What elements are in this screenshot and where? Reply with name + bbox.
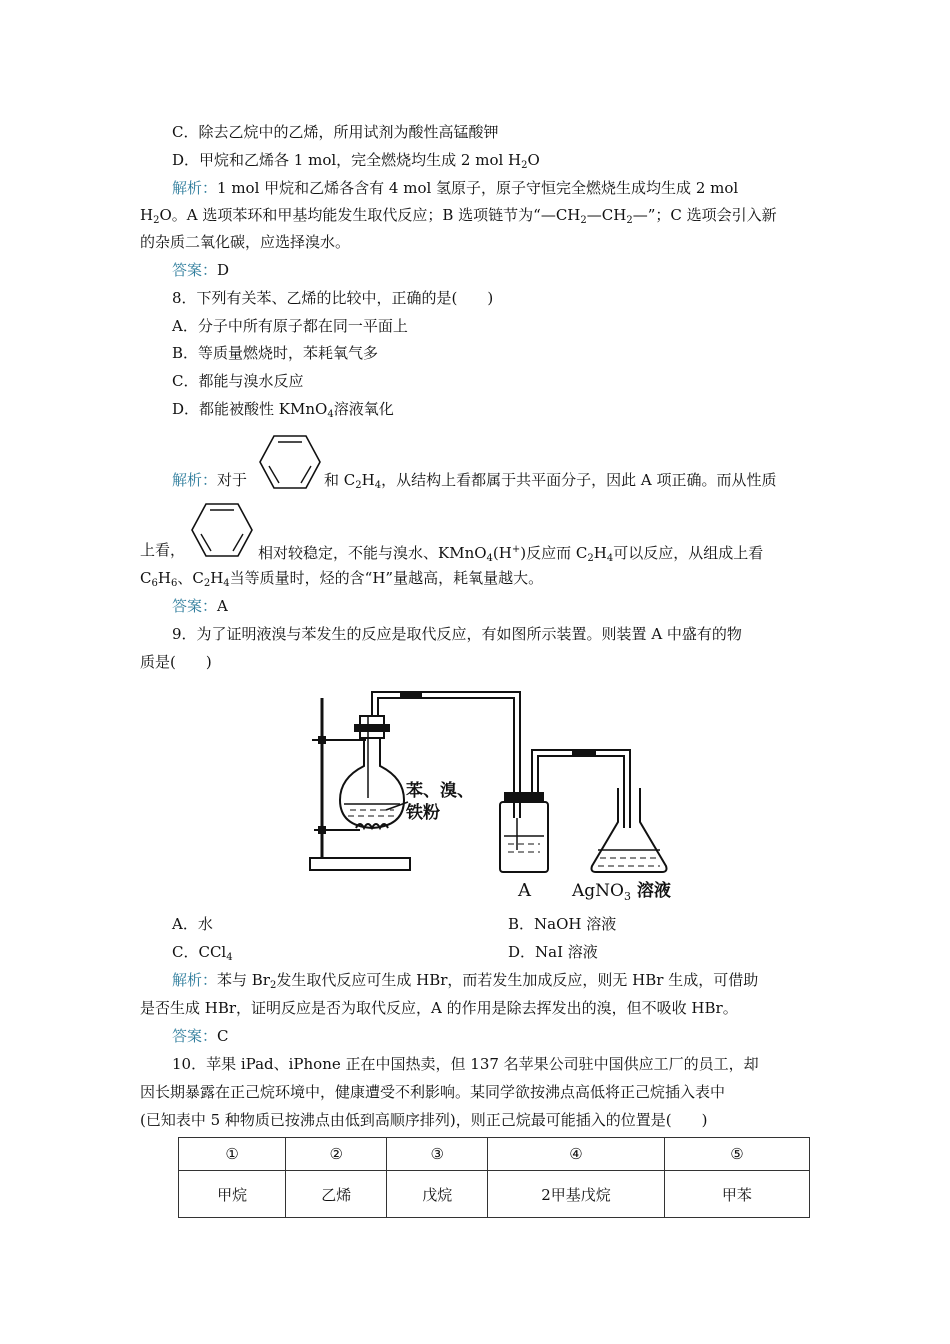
table-cell: 甲苯 <box>664 1171 809 1218</box>
table-header-cell: ② <box>286 1138 387 1171</box>
q8-option-b: B．等质量燃烧时，苯耗氧气多 <box>172 344 379 362</box>
q8-analysis-line1-rest: 和 $C_2H_4$，从结构上看都属于共平面分子，因此 A 项正确。而从性质 <box>324 471 777 491</box>
fig-label-agno3: AgNO$_3$ 溶液 <box>572 881 671 903</box>
q8-option-d: D．都能被酸性 KMnO$_4$溶液氧化 <box>172 400 394 420</box>
analysis-label: 解析： <box>172 471 218 489</box>
q7-option-d: D．甲烷和乙烯各 1 mol，完全燃烧均生成 2 mol $H_2O$ <box>172 151 540 171</box>
table-header-cell: ① <box>179 1138 286 1171</box>
table-header-cell: ④ <box>488 1138 665 1171</box>
q9-answer: 答案：C <box>172 1027 229 1045</box>
q8-analysis-line3: $C_6H_6$、$C_2H_4$当等质量时，烃的含“H”量越高，耗氧量越大。 <box>140 569 544 589</box>
boiling-point-table <box>178 1137 810 1218</box>
fig-label-a: A <box>518 880 531 901</box>
q8-analysis-line1: 解析：对于 <box>172 471 248 489</box>
table-row <box>179 1171 810 1218</box>
q8-option-c: C．都能与溴水反应 <box>172 372 304 390</box>
q7-analysis-line1: 解析：1 mol 甲烷和乙烯各含有 4 mol 氢原子，原子守恒完全燃烧生成均生成 2 mol <box>172 179 739 197</box>
q7-option-c: C．除去乙烷中的乙烯，所用试剂为酸性高锰酸钾 <box>172 123 499 141</box>
q10-stem-line1: 10．苹果 iPad、iPhone 正在中国热卖，但 137 名苹果公司驻中国供应工厂的员工，却 <box>172 1055 759 1073</box>
table-cell: 乙烯 <box>286 1171 387 1218</box>
q9-option-d: D．NaI 溶液 <box>508 943 598 961</box>
q7-analysis-line3: 的杂质二氧化碳，应选择溴水。 <box>140 233 351 251</box>
table-header-cell: ③ <box>387 1138 488 1171</box>
q9-stem-line1: 9．为了证明液溴与苯发生的反应是取代反应，有如图所示装置。则装置 A 中盛有的物 <box>172 625 742 643</box>
q9-stem-line2: 质是( ) <box>140 653 212 671</box>
q9-option-a: A．水 <box>172 915 213 933</box>
q7-analysis-line2: $H_2O$。A 选项苯环和甲基均能发生取代反应；B 选项链节为“$—CH_2—CH_2—$”；C 选项会引入新 <box>140 206 777 226</box>
table-row <box>179 1138 810 1171</box>
table-header-cell: ⑤ <box>664 1138 809 1171</box>
benzene-ring-icon <box>190 500 254 560</box>
q8-analysis-line2-rest: 相对较稳定，不能与溴水、KMnO$_4$(H+)反应而 $C_2H_4$可以反应，从组成上看 <box>258 544 764 564</box>
q9-analysis-line1: 解析：苯与 $Br_2$发生取代反应可生成 HBr，而若发生加成反应，则无 HBr 生成，可借助 <box>172 971 759 991</box>
apparatus-figure <box>300 688 700 904</box>
table-cell: 2甲基戊烷 <box>488 1171 665 1218</box>
fig-reagent-label: 苯、溴、 <box>406 781 474 801</box>
q7-answer: 答案：D <box>172 261 230 279</box>
q9-option-b: B．NaOH 溶液 <box>508 915 617 933</box>
q9-analysis-line2: 是否生成 HBr，证明反应是否为取代反应，A 的作用是除去挥发出的溴，但不吸收 HBr。 <box>140 999 738 1017</box>
analysis-label: 解析： <box>172 179 218 197</box>
q8-option-a: A．分子中所有原子都在同一平面上 <box>172 317 408 335</box>
fig-reagent-label-2: 铁粉 <box>406 803 440 823</box>
q8-answer: 答案：A <box>172 597 228 615</box>
table-cell: 戊烷 <box>387 1171 488 1218</box>
q8-analysis-line2: 上看， <box>140 541 186 559</box>
q9-option-c: C．CCl$_4$ <box>172 943 233 963</box>
benzene-ring-icon <box>258 432 322 492</box>
q10-stem-line3: (已知表中 5 种物质已按沸点由低到高顺序排列)，则正己烷最可能插入的位置是( ) <box>140 1111 708 1129</box>
q10-stem-line2: 因长期暴露在正己烷环境中，健康遭受不利影响。某同学欲按沸点高低将正己烷插入表中 <box>140 1083 726 1101</box>
q8-stem: 8．下列有关苯、乙烯的比较中，正确的是( ) <box>172 289 494 307</box>
analysis-label: 解析： <box>172 971 218 989</box>
table-cell: 甲烷 <box>179 1171 286 1218</box>
